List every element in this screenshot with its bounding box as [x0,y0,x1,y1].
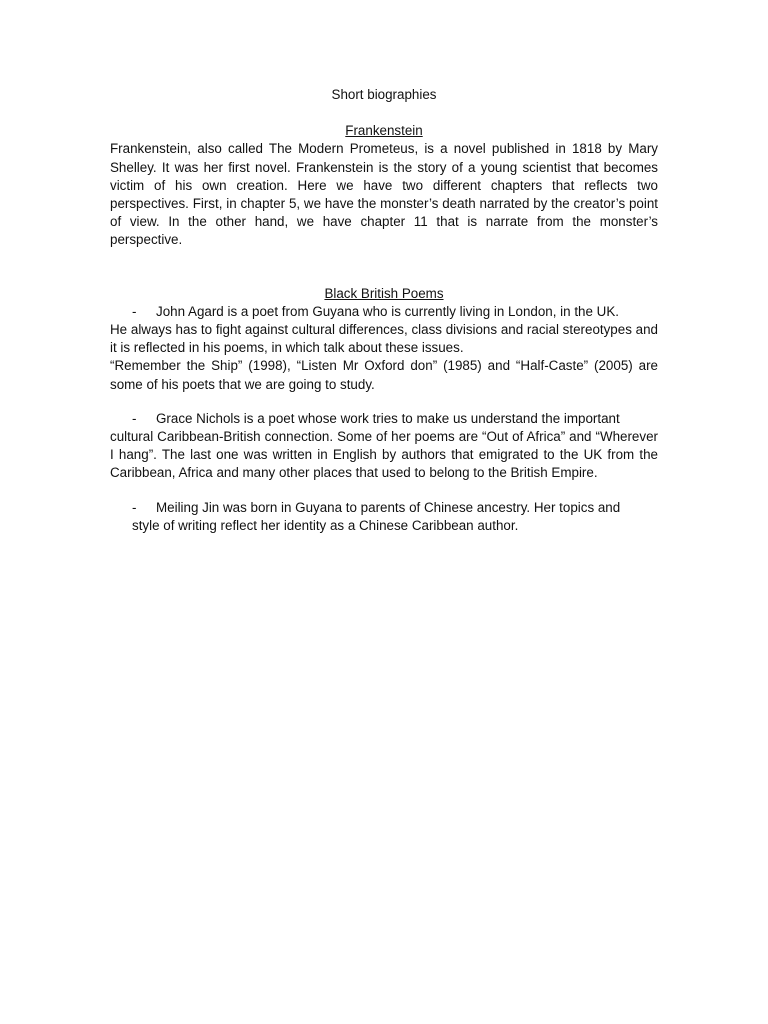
list-dash: - [132,303,137,319]
document-page [110,86,658,535]
list-dash: - [132,499,137,515]
list-dash: - [132,410,137,426]
list-item-continuation: He always has to fight against cultural differences, class divisions and racial stereotypes and it is reflected in his poems, in which talk about these issues. [110,322,658,356]
list-item [110,499,658,535]
list-item-first-line [110,303,658,321]
list-item-first-text: Grace Nichols is a poet whose work tries to make us understand the important [156,410,620,426]
list-item-first-line [132,499,658,517]
list-item-continuation: style of writing reflect her identity as a Chinese Caribbean author. [132,517,519,533]
section-heading-black-british-poems: Black British Poems [324,285,444,301]
list-item-continuation: cultural Caribbean-British connection. Some of her poems are “Out of Africa” and “Wherever I hang”. The last one was written in English by authors that emigrated to the UK from the Caribbean, Africa and many other places that used to belong to the British Empire. [110,429,658,481]
list-item-first-text: Meiling Jin was born in Guyana to parents of Chinese ancestry. Her topics and [156,499,621,515]
list-item [110,303,658,394]
list-item-extra: “Remember the Ship” (1998), “Listen Mr Oxford don” (1985) and “Half-Caste” (2005) are some of his poets that we are going to study. [110,358,658,392]
list-item [110,410,658,483]
list-item-first-text: John Agard is a poet from Guyana who is currently living in London, in the UK. [156,303,619,319]
spacer [110,394,658,410]
list-item-first-line [110,410,658,428]
frankenstein-paragraph: Frankenstein, also called The Modern Prometeus, is a novel published in 1818 by Mary Shelley. It was her first novel. Frankenstein is the story of a young scientist that becomes victim of his own creation. Here we have two different chapters that reflects two perspectives. First, in chapter 5, we have the monster’s death narrated by the creator’s point of view. In the other hand, we have chapter 11 that is narrate from the monster’s perspective. [110,141,658,248]
document-title: Short biographies [331,87,437,102]
spacer [110,483,658,499]
section-heading-frankenstein: Frankenstein [345,123,423,139]
